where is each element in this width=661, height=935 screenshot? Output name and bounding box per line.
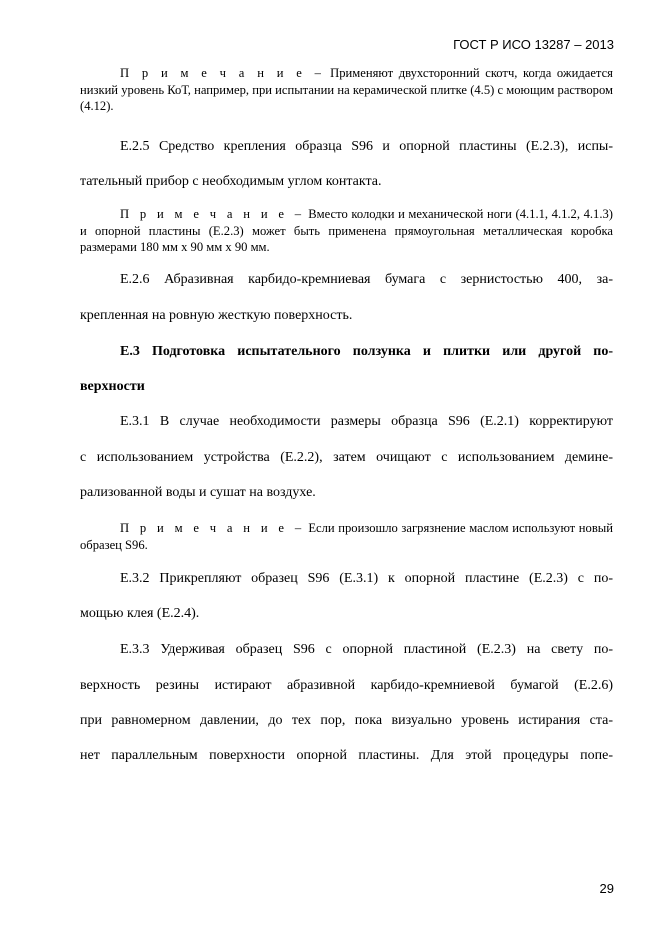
para-e31-line-1: Е.3.1 В случае необходимости размеры образца S96 (Е.2.1) корректируют: [120, 414, 613, 429]
para-e33-line-3: при равномерном давлении, до тех пор, пока визуально уровень истирания ста-: [80, 713, 613, 728]
note-text: Если произошло загрязнение маслом используют новый образец S96.: [80, 521, 613, 552]
document-header: ГОСТ Р ИСО 13287 – 2013: [453, 37, 614, 52]
note-text: Применяют двухсторонний скотч, когда ожидается низкий уровень КоТ, например, при испытании на керамической плитке (4.5) с моющим раствором (4.12).: [80, 66, 613, 113]
section-heading-e3-line-1: Е.3 Подготовка испытательного ползунка и плитки или другой по-: [120, 344, 613, 359]
para-e31-line-3: рализованной воды и сушат на воздухе.: [80, 485, 316, 500]
para-e33-line-2: верхность резины истирают абразивной карбидо-кремниевой бумагой (Е.2.6): [80, 678, 613, 693]
note-text: Вместо колодки и механической ноги (4.1.1, 4.1.2, 4.1.3) и опорной пластины (Е.2.3) может быть применена прямоугольная металлическая коробка размерами 180 мм х 90 мм х 90 мм.: [80, 207, 613, 254]
para-e26-line-2: крепленная на ровную жесткую поверхность.: [80, 308, 353, 323]
note-2: [80, 206, 613, 256]
para-e32-line-1: Е.3.2 Прикрепляют образец S96 (Е.3.1) к опорной пластине (Е.2.3) с по-: [120, 571, 613, 586]
note-label: П р и м е ч а н и е –: [120, 521, 305, 535]
para-e25-line-1: Е.2.5 Средство крепления образца S96 и опорной пластины (Е.2.3), испы-: [120, 139, 613, 154]
para-e26-line-1: Е.2.6 Абразивная карбидо-кремниевая бумага с зернистостью 400, за-: [120, 272, 613, 287]
section-heading-e3-line-2: верхности: [80, 379, 145, 394]
note-label: П р и м е ч а н и е –: [120, 66, 325, 80]
para-e33-line-1: Е.3.3 Удерживая образец S96 с опорной пластиной (Е.2.3) на свету по-: [120, 642, 613, 657]
para-e32-line-2: мощью клея (Е.2.4).: [80, 606, 200, 621]
note-1: [80, 65, 613, 115]
para-e25-line-2: тательный прибор с необходимым углом контакта.: [80, 174, 382, 189]
page-number: 29: [599, 881, 614, 896]
para-e31-line-2: с использованием устройства (Е.2.2), затем очищают с использованием демине-: [80, 450, 613, 465]
note-label: П р и м е ч а н и е –: [120, 207, 305, 221]
para-e33-line-4: нет параллельным поверхности опорной пластины. Для этой процедуры попе-: [80, 748, 613, 763]
note-3: [80, 520, 613, 553]
